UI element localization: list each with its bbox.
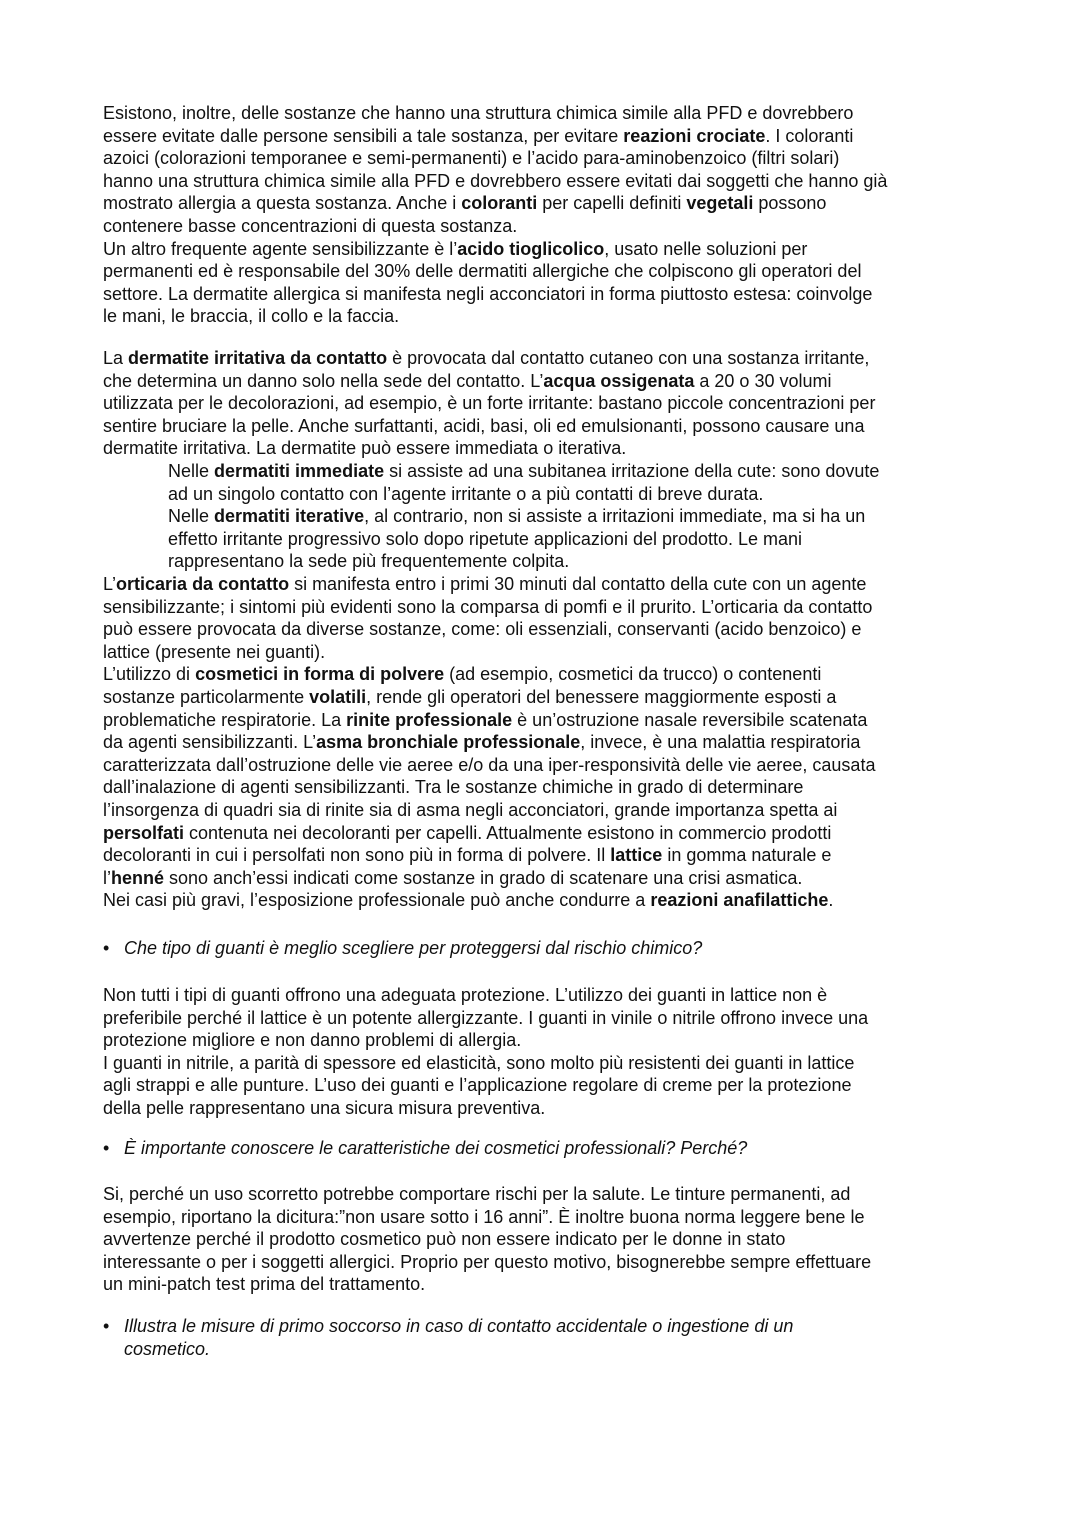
paragraph-block [103, 573, 875, 912]
text-segment: lattice (presente nei guanti). [103, 641, 326, 662]
text-segment: può essere provocata da diverse sostanze, come: oli essenziali, conservanti (acido benzoico) e [103, 619, 862, 640]
text-segment: per capelli definiti [537, 193, 687, 214]
text-segment: a 20 o 30 volumi [694, 370, 832, 391]
text-segment: contenuta nei decoloranti per capelli. Attualmente esistono in commercio prodotti [184, 822, 832, 843]
text-segment: della pelle rappresentano una sicura misura preventiva. [103, 1097, 546, 1118]
text-line [103, 754, 875, 777]
text-segment: sentire bruciare la pelle. Anche surfattanti, acidi, basi, oli ed emulsionanti, possono causare una [103, 415, 865, 436]
text-line [168, 483, 879, 506]
text-segment: interessante o per i soggetti allergici. Proprio per questo motivo, bisognerebbe sempre effettuare [103, 1251, 872, 1272]
bold-term: asma bronchiale professionale [316, 732, 581, 753]
text-line [103, 305, 887, 328]
paragraph-block [103, 984, 868, 1120]
bullet-icon: • [103, 938, 110, 958]
text-segment: sostanze particolarmente [103, 686, 310, 707]
text-segment: I guanti in nitrile, a parità di spessore ed elasticità, sono molto più resistenti dei guanti in lattice [103, 1052, 855, 1073]
text-line [103, 147, 887, 170]
text-line [103, 415, 875, 438]
bold-term: cosmetici in forma di polvere [195, 664, 445, 685]
text-segment: rappresentano la sede più frequentemente colpita. [168, 551, 570, 572]
text-segment: preferibile perché il lattice è un potente allergizzante. I guanti in vinile o nitrile offrono invece una [103, 1007, 869, 1028]
question-text: Illustra le misure di primo soccorso in caso di contatto accidentale o ingestione di un [124, 1316, 794, 1336]
text-line [103, 102, 887, 125]
text-segment: Si, perché un uso scorretto potrebbe comportare rischi per la salute. Le tinture permanenti, ad [103, 1184, 851, 1204]
text-segment: problematiche respiratorie. La [103, 709, 347, 730]
question-bullet [103, 937, 702, 960]
question-text: Che tipo di guanti è meglio scegliere per proteggersi dal rischio chimico? [124, 938, 703, 958]
text-segment: Un altro frequente agente sensibilizzante è l’ [103, 238, 458, 259]
text-line [103, 618, 875, 641]
text-line [168, 460, 879, 483]
text-segment: Non tutti i tipi di guanti offrono una adeguata protezione. L’utilizzo dei guanti in lattice non è [103, 985, 828, 1005]
text-line [168, 550, 879, 573]
text-line [103, 844, 875, 867]
text-line [103, 1228, 871, 1251]
paragraph-block [103, 347, 875, 460]
text-line [103, 1273, 871, 1296]
text-line [103, 170, 887, 193]
text-line [103, 215, 887, 238]
text-segment: utilizzata per le decolorazioni, ad esempio, è un forte irritante: bastano piccole concentrazioni per [103, 393, 876, 414]
text-segment: sensibilizzante; i sintomi più evidenti sono la comparsa di pomfi e il prurito. L’orticaria da contatto [103, 596, 873, 617]
text-line [103, 573, 875, 596]
bold-term: dermatite irritativa da contatto [128, 348, 388, 368]
paragraph-block [168, 460, 879, 573]
text-segment: le mani, le braccia, il collo e la faccia. [103, 306, 400, 327]
text-line [103, 1251, 871, 1274]
bold-term: henné [111, 867, 165, 888]
text-segment: l’insorgenza di quadri sia di rinite sia di asma negli acconciatori, grande importanza spetta ai [103, 799, 838, 820]
bold-term: dermatiti immediate [214, 461, 385, 481]
bold-term: vegetali [686, 193, 754, 214]
text-line [103, 192, 887, 215]
text-segment: settore. La dermatite allergica si manifesta negli acconciatori in forma piuttosto estesa: coinvolge [103, 283, 873, 304]
text-segment: effetto irritante progressivo solo dopo ripetute applicazioni del prodotto. Le mani [168, 528, 803, 549]
text-line [103, 663, 875, 686]
question-text: È importante conoscere le caratteristiche dei cosmetici professionali? Perché? [124, 1138, 748, 1158]
text-segment: è provocata dal contatto cutaneo con una sostanza irritante, [387, 348, 870, 368]
text-segment: , al contrario, non si assiste a irritazioni immediate, ma si ha un [364, 506, 866, 527]
paragraph-block [103, 1183, 871, 1296]
bold-term: reazioni anafilattiche [650, 890, 829, 911]
text-segment: caratterizzata dall’ostruzione delle vie aeree e/o da una iper-responsività delle vie aeree, causata [103, 754, 876, 775]
text-line [103, 731, 875, 754]
text-line [103, 1206, 871, 1229]
bold-term: lattice [610, 845, 663, 866]
text-segment: si assiste ad una subitanea irritazione della cute: sono dovute [384, 461, 880, 481]
text-segment: esempio, riportano la dicitura:”non usare sotto i 16 anni”. È inoltre buona norma leggere bene le [103, 1206, 865, 1227]
text-line [103, 238, 887, 261]
text-segment: da agenti sensibilizzanti. L’ [103, 732, 317, 753]
text-segment: decoloranti in cui i persolfati non sono più in forma di polvere. Il [103, 845, 611, 866]
bold-term: dermatiti iterative [214, 506, 365, 527]
text-line [168, 528, 879, 551]
text-line [103, 709, 875, 732]
text-segment: Nelle [168, 506, 215, 527]
text-line [103, 686, 875, 709]
text-segment: sono anch’essi indicati come sostanze in grado di scatenare una crisi asmatica. [164, 867, 803, 888]
text-segment: contenere basse concentrazioni di questa sostanza. [103, 215, 518, 236]
bold-term: volatili [309, 686, 367, 707]
text-line [103, 1183, 871, 1206]
text-segment: agli strappi e alle punture. L’uso dei guanti e l’applicazione regolare di creme per la protezione [103, 1075, 852, 1096]
bold-term: acido tioglicolico [457, 238, 605, 259]
text-line [103, 596, 875, 619]
bold-term: acqua ossigenata [543, 370, 695, 391]
text-line [103, 822, 875, 845]
bullet-icon: • [103, 1138, 110, 1158]
text-line [103, 125, 887, 148]
text-segment: La [103, 348, 129, 368]
text-line [103, 641, 875, 664]
text-segment: protezione migliore e non danno problemi di allergia. [103, 1030, 522, 1051]
text-segment: , invece, è una malattia respiratoria [580, 732, 861, 753]
text-segment: (ad esempio, cosmetici da trucco) o contenenti [444, 664, 822, 685]
text-segment: , rende gli operatori del benessere maggiormente esposti a [366, 686, 837, 707]
text-segment: si manifesta entro i primi 30 minuti dal contatto della cute con un agente [289, 574, 867, 594]
text-segment: Esistono, inoltre, delle sostanze che hanno una struttura chimica simile alla PFD e dovrebbero [103, 103, 854, 123]
text-segment: avvertenze perché il prodotto cosmetico può non essere indicato per le donne in stato [103, 1229, 786, 1250]
text-line [103, 437, 875, 460]
text-segment: permanenti ed è responsabile del 30% delle dermatiti allergiche che colpiscono gli operatori del [103, 261, 862, 282]
bold-term: coloranti [461, 193, 538, 214]
text-line [103, 1097, 868, 1120]
text-line [103, 1007, 868, 1030]
question-bullet [103, 1137, 747, 1160]
text-line [103, 984, 868, 1007]
text-segment: essere evitate dalle persone sensibili a tale sostanza, per evitare [103, 125, 624, 146]
text-line [103, 392, 875, 415]
text-segment: . I coloranti [765, 125, 854, 146]
text-line [103, 799, 875, 822]
text-segment: è un’ostruzione nasale reversibile scatenata [512, 709, 868, 730]
text-line [103, 1052, 868, 1075]
bold-term: orticaria da contatto [116, 574, 290, 594]
text-segment: in gomma naturale e [662, 845, 832, 866]
text-segment: Nelle [168, 461, 215, 481]
text-line [103, 889, 875, 912]
text-segment: . [828, 890, 834, 911]
bold-term: rinite professionale [346, 709, 513, 730]
text-line [103, 776, 875, 799]
text-segment: hanno una struttura chimica simile alla PFD e dovrebbero essere evitati dai soggetti che hanno già [103, 170, 888, 191]
text-segment: azoici (colorazioni temporanee e semi-permanenti) e l’acido para-aminobenzoico (filtri solari) [103, 148, 840, 169]
text-line [103, 1029, 868, 1052]
text-line [103, 347, 875, 370]
text-line [103, 1074, 868, 1097]
paragraph-block [103, 102, 887, 328]
question-text: cosmetico. [124, 1338, 211, 1359]
text-segment: l’ [103, 867, 111, 888]
text-line [103, 370, 875, 393]
text-segment: ad un singolo contatto con l’agente irritante o a più contatti di breve durata. [168, 483, 764, 504]
bold-term: reazioni crociate [623, 125, 766, 146]
bold-term: persolfati [103, 822, 185, 843]
text-segment: mostrato allergia a questa sostanza. Anche i [103, 193, 462, 214]
text-segment: dall’inalazione di agenti sensibilizzanti. Tra le sostanze chimiche in grado di determinare [103, 777, 804, 798]
text-segment: , usato nelle soluzioni per [604, 238, 808, 259]
text-segment: un mini-patch test prima del trattamento. [103, 1274, 426, 1295]
text-segment: che determina un danno solo nella sede del contatto. L’ [103, 370, 544, 391]
text-segment: L’ [103, 574, 117, 594]
text-segment: L’utilizzo di [103, 664, 196, 685]
text-line [103, 283, 887, 306]
text-line [168, 505, 879, 528]
text-segment: Nei casi più gravi, l’esposizione professionale può anche condurre a [103, 890, 651, 911]
text-segment: possono [753, 193, 827, 214]
text-segment: dermatite irritativa. La dermatite può essere immediata o iterativa. [103, 438, 627, 459]
question-bullet [103, 1315, 793, 1360]
text-line [103, 260, 887, 283]
bullet-icon: • [103, 1316, 110, 1336]
text-line [103, 867, 875, 890]
